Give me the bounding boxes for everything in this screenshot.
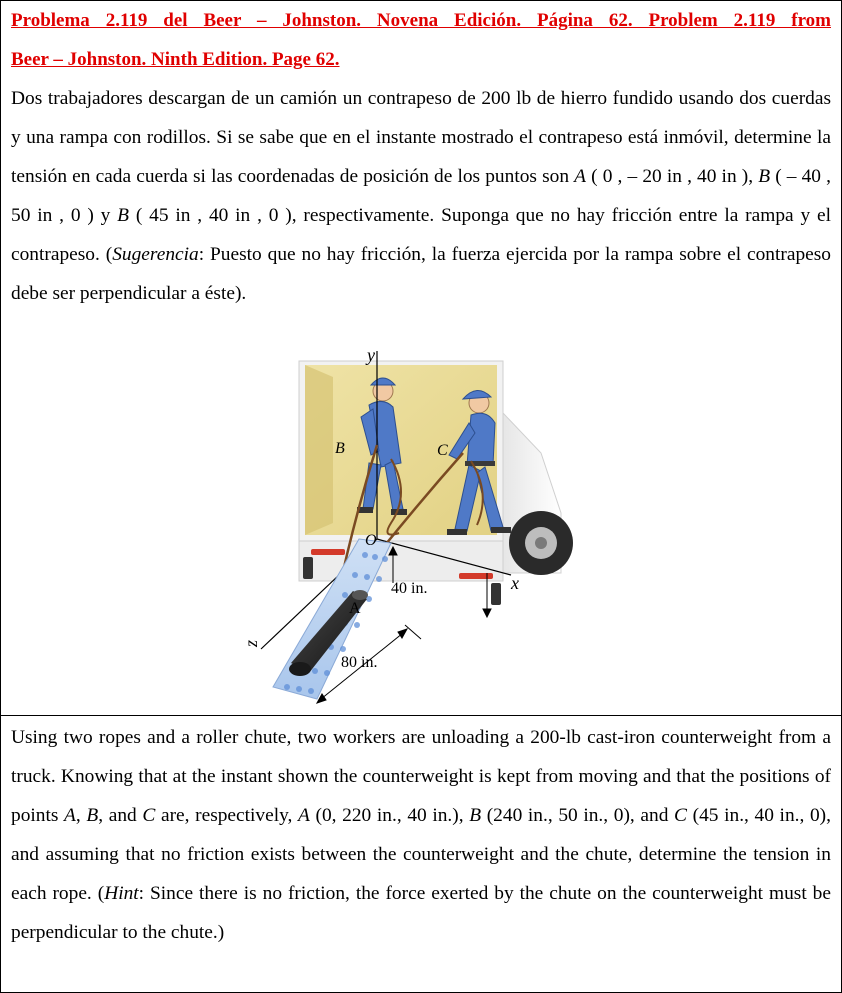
problem-title bbox=[1, 1, 841, 79]
label-a: A bbox=[349, 600, 361, 617]
point-label: B bbox=[758, 166, 771, 187]
text-run: (240 in., 50 in., 0), and bbox=[481, 805, 675, 826]
point-label: B bbox=[117, 205, 130, 226]
text-run: , and bbox=[98, 805, 143, 826]
label-b: B bbox=[335, 440, 345, 457]
text-run: ( – 40 , 50 in , 0 ) y bbox=[11, 166, 831, 226]
label-x: x bbox=[511, 573, 519, 593]
point-label: B bbox=[469, 805, 482, 826]
text-run: ( 45 in , 40 in , 0 ), respectivamente. Suponga que no hay fricción entre la rampa y el contrapeso. ( bbox=[11, 205, 831, 265]
title-line-2: Beer – Johnston. Ninth Edition. Page 62. bbox=[11, 49, 340, 70]
text-run: are, respectively, bbox=[155, 805, 299, 826]
text-run: : Since there is no friction, the force exerted by the chute on the counterweight must be perpendicular to the chute.) bbox=[11, 883, 831, 943]
point-label: A bbox=[64, 805, 76, 826]
hint-word: Sugerencia bbox=[112, 244, 199, 265]
point-label: A bbox=[574, 166, 586, 187]
title-line-1: Problema 2.119 del Beer – Johnston. Novena Edición. Página 62. Problem 2.119 from bbox=[11, 10, 831, 31]
english-problem-cell bbox=[0, 715, 842, 993]
text-run: (45 in., 40 in., 0), and assuming that no friction exists between the counterweight and the chute, determine the tension in each rope. ( bbox=[11, 805, 831, 904]
spanish-statement bbox=[1, 79, 841, 313]
label-c: C bbox=[437, 442, 448, 459]
point-label: B bbox=[86, 805, 99, 826]
text-run: : Puesto que no hay fricción, la fuerza ejercida por la rampa sobre el contrapeso debe ser perpendicular a éste). bbox=[11, 244, 831, 304]
dim-80-label: 80 in. bbox=[341, 654, 378, 671]
text-run: (0, 220 in., 40 in.), bbox=[309, 805, 470, 826]
text-run: Dos trabajadores descargan de un camión un contrapeso de 200 lb de hierro fundido usando dos cuerdas y una rampa con rodillos. Si se sabe que en el instante mostrado el contrapeso está inmóvil, determine la tensión en cada cuerda si las coordenadas de posición de los puntos son bbox=[11, 88, 831, 187]
hint-word: Hint bbox=[104, 883, 139, 904]
text-run: Using two ropes and a roller chute, two workers are unloading a 200-lb cast-iron counterweight from a truck. Knowing that at the instant shown the counterweight is kept from moving and that the positions of points bbox=[11, 727, 831, 826]
text-run: , bbox=[75, 805, 87, 826]
dim-40-label: 40 in. bbox=[391, 580, 428, 597]
label-y: y bbox=[367, 345, 375, 365]
label-o: O bbox=[365, 532, 377, 549]
point-label: C bbox=[142, 805, 156, 826]
point-label: C bbox=[674, 805, 687, 826]
text-run: ( 0 , – 20 in , 40 in ), bbox=[586, 166, 759, 187]
truck-chute-figure bbox=[241, 343, 581, 707]
point-label: A bbox=[298, 805, 310, 826]
label-z: z bbox=[241, 639, 261, 647]
english-statement bbox=[1, 716, 841, 952]
